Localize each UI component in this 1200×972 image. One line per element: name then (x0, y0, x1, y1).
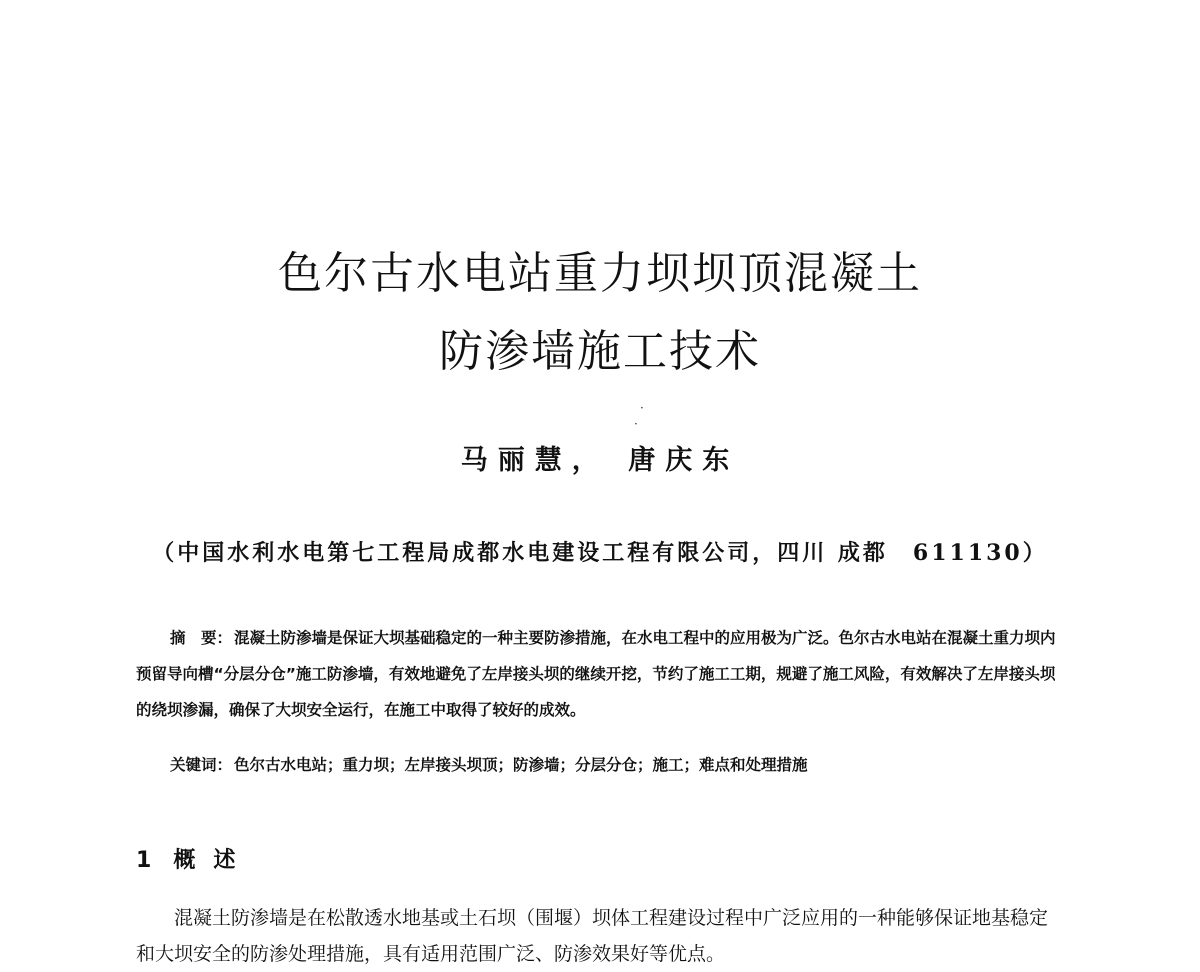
paper-title-line-1: 色尔古水电站重力坝坝顶混凝土 (278, 248, 922, 299)
abstract-label: 摘 要： (170, 629, 233, 647)
section-title: 概述 (173, 848, 254, 873)
section-number: 1 (136, 848, 152, 873)
scan-speck-1: · (640, 401, 644, 415)
paper-affiliation: （中国水利水电第七工程局成都水电建设工程有限公司，四川 成都 611130） (152, 540, 1048, 566)
keywords-text: 色尔古水电站；重力坝；左岸接头坝顶；防渗墙；分层分仓；施工；难点和处理措施 (234, 756, 808, 774)
scan-speck-2: · (634, 417, 638, 431)
abstract-text: 混凝土防渗墙是保证大坝基础稳定的一种主要防渗措施，在水电工程中的应用极为广泛。色尔古水电站在混凝土重力坝内预留导向槽“分层分仓”施工防渗墙，有效地避免了左岸接头坝的继续开挖，节约了施工工期，规避了施工风险，有效解决了左岸接头坝的绕坝渗漏，确保了大坝安全运行，在施工中取得了较好的成效。 (136, 629, 1056, 719)
paper-authors: 马丽慧， 唐庆东 (460, 445, 740, 476)
keywords-paragraph (136, 747, 1100, 783)
abstract-paragraph (136, 620, 1066, 728)
section-heading (136, 843, 253, 874)
paper-title-line-2: 防渗墙施工技术 (439, 326, 761, 377)
body-paragraph: 混凝土防渗墙是在松散透水地基或土石坝（围堰）坝体工程建设过程中广泛应用的一种能够保证地基稳定和大坝安全的防渗处理措施，具有适用范围广泛、防渗效果好等优点。 (136, 907, 1049, 965)
keywords-label: 关键词： (170, 756, 233, 774)
